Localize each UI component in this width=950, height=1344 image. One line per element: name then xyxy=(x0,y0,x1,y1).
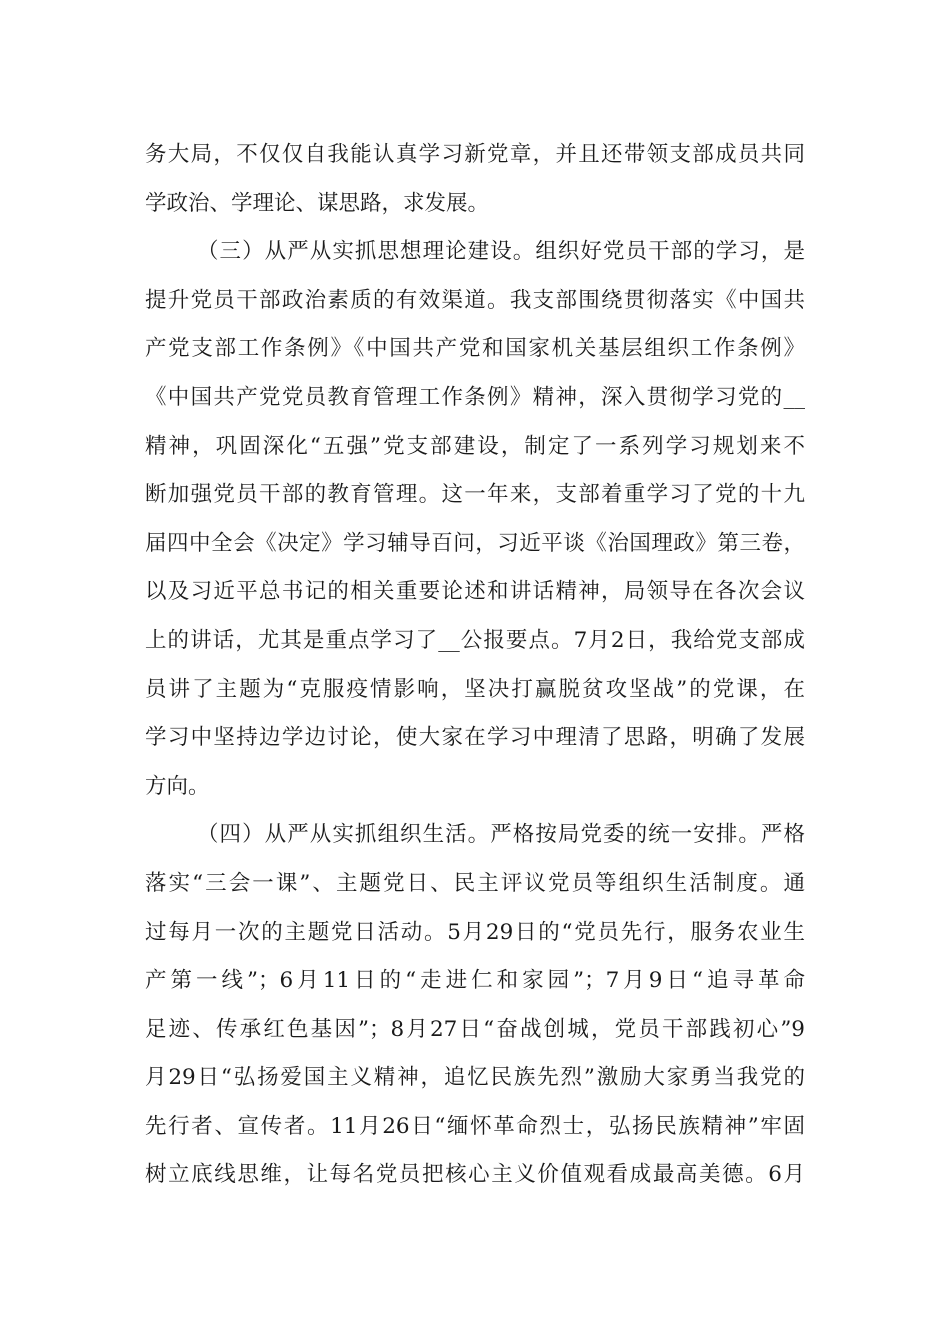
text-line: 先行者、宣传者。11月26日“缅怀革命烈士，弘扬民族精神”牢固 xyxy=(145,1113,805,1139)
text-line: 届四中全会《决定》学习辅导百问，习近平谈《治国理政》第三卷， xyxy=(145,530,805,556)
paragraph-heading-line: （三）从严从实抓思想理论建设。组织好党员干部的学习，是 xyxy=(197,239,805,265)
text-line: 足迹、传承红色基因”；8月27日“奋战创城，党员干部践初心”9 xyxy=(145,1016,805,1042)
text-line: 《中国共产党党员教育管理工作条例》精神，深入贯彻学习党的__ xyxy=(145,384,805,410)
text-line: 学习中坚持边学边讨论，使大家在学习中理清了思路，明确了发展 xyxy=(145,725,805,751)
text-line: 过每月一次的主题党日活动。5月29日的“党员先行，服务农业生 xyxy=(145,919,805,945)
text-line: 产第一线”；6月11日的“走进仁和家园”；7月9日“追寻革命 xyxy=(145,968,805,994)
text-line: 上的讲话，尤其是重点学习了__公报要点。7月2日，我给党支部成 xyxy=(145,627,805,653)
text-line: 断加强党员干部的教育管理。这一年来，支部着重学习了党的十九 xyxy=(145,482,805,508)
text-line: 员讲了主题为“克服疫情影响，坚决打赢脱贫攻坚战”的党课，在 xyxy=(145,676,805,702)
text-line: 以及习近平总书记的相关重要论述和讲话精神，局领导在各次会议 xyxy=(145,579,805,605)
text-line: 树立底线思维，让每名党员把核心主义价值观看成最高美德。6月 xyxy=(145,1162,805,1188)
text-line: 精神，巩固深化“五强”党支部建设，制定了一系列学习规划来不 xyxy=(145,433,805,459)
paragraph-heading-line: （四）从严从实抓组织生活。严格按局党委的统一安排。严格 xyxy=(197,822,805,848)
text-line: 提升党员干部政治素质的有效渠道。我支部围绕贯彻落实《中国共 xyxy=(145,287,805,313)
text-line: 落实“三会一课”、主题党日、民主评议党员等组织生活制度。通 xyxy=(145,870,805,896)
text-line: 务大局，不仅仅自我能认真学习新党章，并且还带领支部成员共同 xyxy=(145,142,805,167)
document-body xyxy=(145,131,805,1200)
text-line: 月29日“弘扬爱国主义精神，追忆民族先烈”激励大家勇当我党的 xyxy=(145,1065,805,1091)
text-line: 方向。 xyxy=(145,773,210,799)
text-line: 产党支部工作条例》《中国共产党和国家机关基层组织工作条例》 xyxy=(145,336,805,362)
text-line: 学政治、学理论、谋思路，求发展。 xyxy=(145,190,490,216)
